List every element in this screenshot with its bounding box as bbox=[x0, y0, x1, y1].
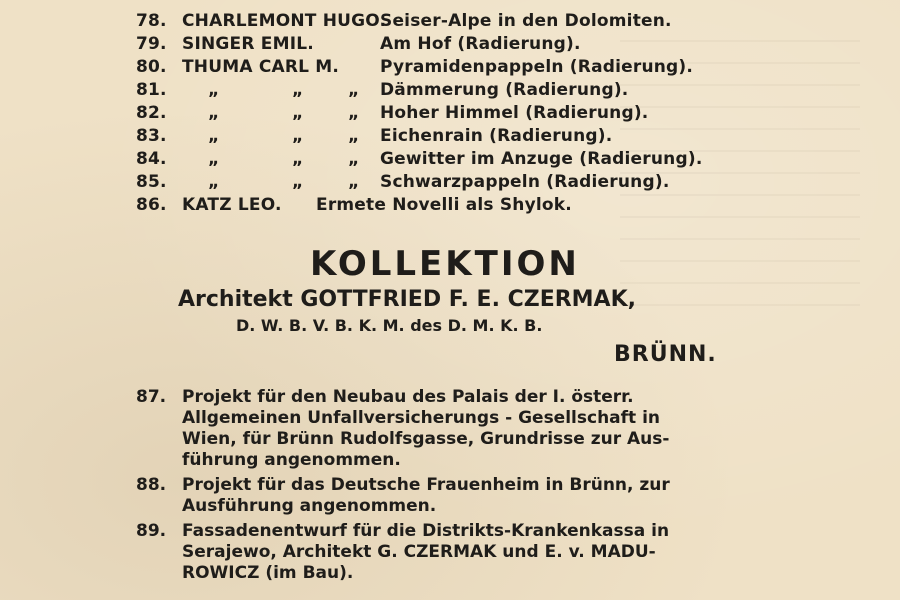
item-number: 83. bbox=[136, 126, 167, 146]
project-text bbox=[182, 521, 776, 584]
architect-line: Architekt GOTTFRIED F. E. CZERMAK, bbox=[178, 287, 636, 312]
project-item bbox=[136, 521, 776, 584]
item-number: 82. bbox=[136, 103, 167, 123]
artwork-title: Dämmerung (Radierung). bbox=[380, 80, 629, 100]
list-item bbox=[136, 102, 816, 125]
ditto-mark: „ bbox=[208, 172, 220, 192]
ditto-mark: „ bbox=[208, 126, 220, 146]
artwork-title: Ermete Novelli als Shylok. bbox=[316, 195, 572, 215]
item-number: 80. bbox=[136, 57, 167, 77]
project-line: Serajewo, Architekt G. CZERMAK und E. v. MADU- bbox=[182, 542, 656, 562]
artist-name: SINGER EMIL. bbox=[182, 34, 314, 54]
list-item bbox=[136, 33, 816, 56]
artwork-list bbox=[136, 10, 816, 217]
ditto-mark: „ bbox=[292, 80, 304, 100]
project-number: 87. bbox=[136, 387, 167, 407]
item-number: 86. bbox=[136, 195, 167, 215]
project-text bbox=[182, 387, 776, 471]
project-line: Ausführung angenommen. bbox=[182, 496, 437, 516]
list-item bbox=[136, 56, 816, 79]
list-item bbox=[136, 171, 816, 194]
artist-name: KATZ LEO. bbox=[182, 195, 282, 215]
list-item bbox=[136, 10, 816, 33]
artwork-title: Gewitter im Anzuge (Radierung). bbox=[380, 149, 703, 169]
ditto-mark: „ bbox=[208, 149, 220, 169]
project-line: Wien, für Brünn Rudolfsgasse, Grundrisse zur Aus- bbox=[182, 429, 670, 449]
ditto-mark: „ bbox=[292, 126, 304, 146]
item-number: 78. bbox=[136, 11, 167, 31]
ditto-mark: „ bbox=[208, 103, 220, 123]
ditto-mark: „ bbox=[292, 103, 304, 123]
list-item bbox=[136, 194, 816, 217]
artwork-title: Pyramidenpappeln (Radierung). bbox=[380, 57, 694, 77]
item-number: 84. bbox=[136, 149, 167, 169]
artwork-title: Seiser-Alpe in den Dolomiten. bbox=[380, 11, 672, 31]
project-item bbox=[136, 387, 776, 471]
collection-heading: KOLLEKTION bbox=[310, 244, 580, 284]
project-line: ROWICZ (im Bau). bbox=[182, 563, 354, 583]
artwork-title: Hoher Himmel (Radierung). bbox=[380, 103, 649, 123]
ditto-mark: „ bbox=[208, 80, 220, 100]
project-line: Allgemeinen Unfallversicherungs - Gesellschaft in bbox=[182, 408, 661, 428]
project-item bbox=[136, 475, 776, 517]
project-line: führung angenommen. bbox=[182, 450, 401, 470]
item-number: 79. bbox=[136, 34, 167, 54]
city-name: BRÜNN. bbox=[614, 342, 717, 367]
project-list bbox=[136, 387, 776, 588]
ditto-mark: „ bbox=[292, 149, 304, 169]
ditto-mark: „ bbox=[348, 149, 360, 169]
project-line: Projekt für das Deutsche Frauenheim in Brünn, zur bbox=[182, 475, 670, 495]
artwork-title: Am Hof (Radierung). bbox=[380, 34, 581, 54]
item-number: 81. bbox=[136, 80, 167, 100]
ditto-mark: „ bbox=[348, 80, 360, 100]
ditto-mark: „ bbox=[348, 126, 360, 146]
societies-line: D. W. B. V. B. K. M. des D. M. K. B. bbox=[236, 316, 543, 335]
artwork-title: Schwarzpappeln (Radierung). bbox=[380, 172, 670, 192]
project-number: 88. bbox=[136, 475, 167, 495]
project-text bbox=[182, 475, 776, 517]
list-item bbox=[136, 79, 816, 102]
artwork-title: Eichenrain (Radierung). bbox=[380, 126, 613, 146]
list-item bbox=[136, 148, 816, 171]
ditto-mark: „ bbox=[292, 172, 304, 192]
artist-name: CHARLEMONT HUGO. bbox=[182, 11, 387, 31]
item-number: 85. bbox=[136, 172, 167, 192]
ditto-mark: „ bbox=[348, 103, 360, 123]
artist-name: THUMA CARL M. bbox=[182, 57, 340, 77]
project-line: Fassadenentwurf für die Distrikts-Krankenkassa in bbox=[182, 521, 670, 541]
ditto-mark: „ bbox=[348, 172, 360, 192]
project-line: Projekt für den Neubau des Palais der I. österr. bbox=[182, 387, 634, 407]
list-item bbox=[136, 125, 816, 148]
project-number: 89. bbox=[136, 521, 167, 541]
